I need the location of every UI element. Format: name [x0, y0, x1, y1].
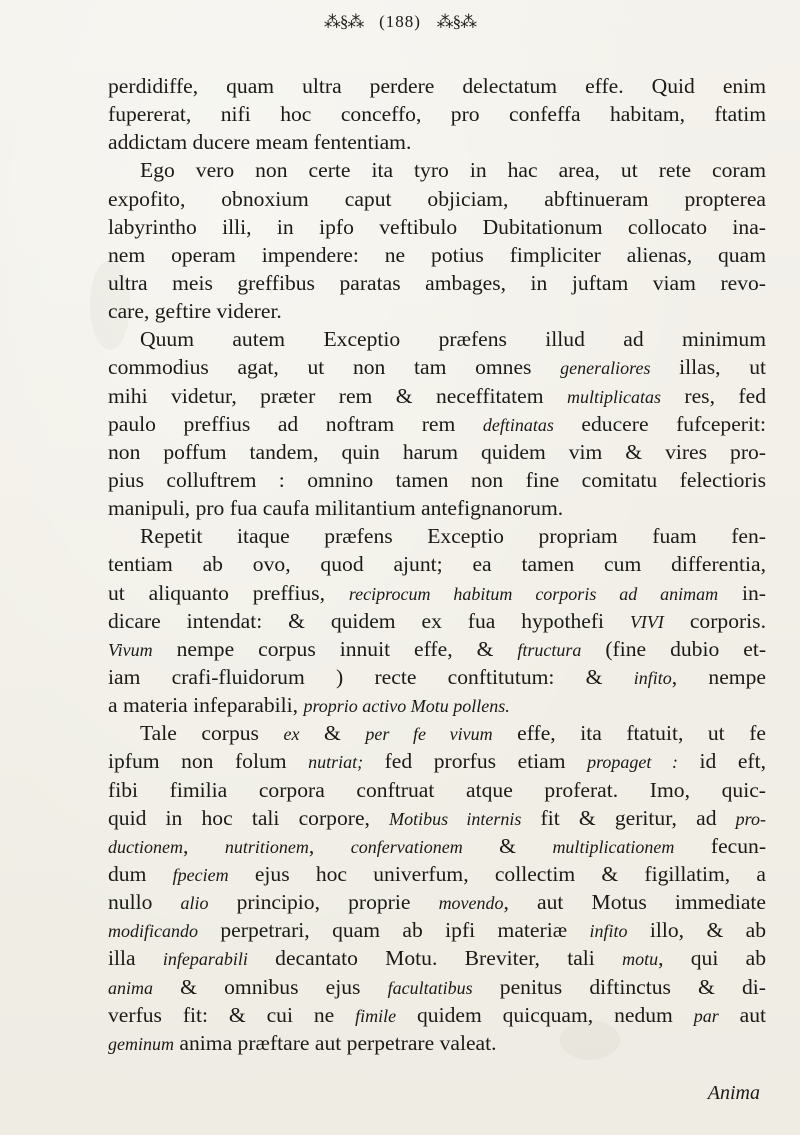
text-span: ,: [308, 833, 351, 858]
italic-span: par: [693, 1005, 719, 1026]
italic-span: Vivum: [108, 639, 153, 660]
text-line: [108, 156, 766, 184]
text-line: [108, 213, 766, 241]
text-line: [108, 860, 766, 888]
italic-span: deftinatas: [482, 414, 554, 435]
text-span: quid in hoc tali corpore,: [108, 805, 390, 830]
text-line: [108, 663, 766, 691]
text-line: [108, 185, 766, 213]
italic-span: multiplicatas: [566, 386, 661, 407]
italic-span: infito: [589, 921, 628, 942]
text-line: [108, 691, 766, 719]
text-span: illa: [108, 946, 163, 971]
text-line: [108, 494, 766, 522]
italic-span: fimile: [355, 1005, 397, 1026]
text-span: &: [462, 833, 553, 858]
text-line: [108, 1029, 766, 1057]
text-line: [108, 916, 766, 944]
italic-span: ductionem: [108, 836, 183, 857]
italic-span: multiplicationem: [552, 836, 675, 857]
text-line: [108, 410, 766, 438]
text-line: [108, 325, 766, 353]
italic-span: proprio activo Motu pollens.: [303, 696, 510, 717]
text-span: &: [299, 721, 366, 746]
text-span: manipuli, pro fua caufa militantium antefignanorum.: [108, 496, 564, 521]
text-span: fibi fimilia corpora conftruat atque proferat. Imo, quic-: [108, 777, 766, 802]
text-span: commodius agat, ut non tam omnes: [108, 355, 561, 380]
text-span: nullo: [108, 890, 181, 915]
text-line: [108, 973, 766, 1001]
text-line: [108, 100, 766, 128]
page-number: (188): [379, 11, 421, 31]
text-span: corporis.: [663, 608, 766, 633]
text-line: [108, 522, 766, 550]
text-line: [108, 747, 766, 775]
text-span: illas, ut: [650, 355, 767, 380]
text-line: [108, 832, 766, 860]
text-span: paulo preffius ad noftram rem: [108, 411, 483, 436]
text-span: addictam ducere meam fententiam.: [108, 130, 412, 155]
text-span: tentiam ab ovo, quod ajunt; ea tamen cum differentia,: [108, 552, 766, 577]
text-line: [108, 269, 766, 297]
italic-span: motu: [622, 949, 659, 970]
text-span: id eft,: [678, 749, 766, 774]
right-ornament: ⁂§⁂: [436, 11, 477, 31]
text-span: (fine dubio et-: [581, 636, 767, 661]
text-span: principio, proprie: [208, 890, 439, 915]
text-span: decantato Motu. Breviter, tali: [247, 946, 623, 971]
text-span: care, geftire viderer.: [108, 299, 282, 324]
italic-span: reciprocum habitum corporis ad animam: [348, 583, 719, 604]
catchword: Anima: [707, 1082, 760, 1104]
text-span: mihi videtur, præter rem & neceffitatem: [108, 383, 567, 408]
text-span: iam crafi-fluidorum ) recte conftitutum: &: [108, 664, 634, 689]
text-span: nempe corpus innuit effe, &: [152, 636, 518, 661]
italic-span: facultatibus: [387, 977, 473, 998]
text-span: verfus fit: & cui ne: [108, 1002, 356, 1027]
text-span: dicare intendat: & quidem ex fua hypothefi: [108, 608, 630, 633]
italic-span: Motibus internis: [389, 808, 522, 829]
text-span: , nempe: [671, 664, 766, 689]
italic-span: anima: [108, 977, 153, 998]
text-line: [108, 438, 766, 466]
text-span: fit & geritur, ad: [521, 805, 736, 830]
text-line: [108, 241, 766, 269]
italic-span: movendo: [438, 893, 504, 914]
text-span: aut: [718, 1002, 767, 1027]
text-line: [108, 1001, 766, 1029]
italic-span: ftructura: [517, 639, 582, 660]
left-ornament: ⁂§⁂: [323, 11, 364, 31]
text-line: [108, 297, 766, 325]
italic-span: confervationem: [350, 836, 463, 857]
italic-span: VIVI: [629, 611, 664, 632]
italic-span: pro-: [735, 808, 767, 829]
text-span: a materia infeparabili,: [108, 693, 304, 718]
text-span: expofito, obnoxium caput objiciam, abftinueram propterea: [108, 186, 766, 211]
text-line: [108, 776, 766, 804]
text-span: labyrintho illi, in ipfo veftibulo Dubitationum collocato ina-: [108, 214, 766, 239]
text-line: [108, 888, 766, 916]
text-span: fecun-: [674, 833, 767, 858]
text-span: anima præftare aut perpetrare valeat.: [174, 1030, 497, 1055]
text-span: Repetit itaque præfens Exceptio propriam fuam fen-: [140, 524, 766, 549]
text-line: [108, 804, 766, 832]
text-span: penitus diftinctus & di-: [472, 974, 767, 999]
text-line: [108, 466, 766, 494]
italic-span: ex: [283, 724, 300, 745]
text-span: dum: [108, 861, 173, 886]
text-line: [108, 72, 766, 100]
italic-span: propaget :: [587, 752, 678, 773]
text-span: perdidiffe, quam ultra perdere delectatum effe. Quid enim: [108, 74, 766, 98]
italic-span: infeparabili: [162, 949, 248, 970]
running-header: [0, 10, 800, 32]
text-line: [108, 550, 766, 578]
italic-span: geminum: [108, 1033, 174, 1054]
text-span: Ego vero non certe ita tyro in hac area, ut rete coram: [140, 158, 766, 183]
italic-span: nutriat;: [308, 752, 364, 773]
text-line: [108, 353, 766, 381]
text-span: nem operam impendere: ne potius fimpliciter alienas, quam: [108, 242, 766, 267]
text-line: [108, 635, 766, 663]
text-span: ut aliquanto preffius,: [108, 580, 349, 605]
text-span: ejus hoc univerfum, collectim & figillatim, a: [228, 861, 766, 886]
text-line: [108, 382, 766, 410]
text-span: effe, ita ftatuit, ut fe: [492, 721, 766, 746]
italic-span: infito: [633, 667, 672, 688]
text-span: illo, & ab: [627, 918, 766, 943]
italic-span: alio: [180, 893, 209, 914]
text-line: [108, 944, 766, 972]
italic-span: fpeciem: [172, 864, 229, 885]
text-span: pius colluftrem : omnino tamen non fine comitatu felectioris: [108, 467, 766, 492]
italic-span: per fe vivum: [365, 724, 493, 745]
text-span: quidem quicquam, nedum: [396, 1002, 694, 1027]
text-span: , aut Motus immediate: [503, 890, 766, 915]
text-span: fupererat, nifi hoc conceffo, pro confeffa habitam, ftatim: [108, 102, 766, 127]
text-line: [108, 128, 766, 156]
italic-span: nutritionem: [224, 836, 309, 857]
italic-span: generaliores: [560, 358, 651, 379]
text-span: res, fed: [660, 383, 766, 408]
text-span: non poffum tandem, quin harum quidem vim & vires pro-: [108, 439, 766, 464]
text-span: Tale corpus: [140, 721, 284, 746]
text-line: [108, 719, 766, 747]
text-line: [108, 607, 766, 635]
italic-span: modificando: [108, 921, 198, 942]
text-span: in-: [718, 580, 767, 605]
text-span: ,: [182, 833, 225, 858]
text-line: [108, 579, 766, 607]
text-span: perpetrari, quam ab ipfi materiæ: [198, 918, 590, 943]
text-span: ipfum non folum: [108, 749, 309, 774]
body-text: [108, 72, 766, 1057]
text-span: ultra meis greffibus paratas ambages, in juftam viam revo-: [108, 270, 766, 295]
text-span: , qui ab: [658, 946, 767, 971]
text-span: Quum autem Exceptio præfens illud ad minimum: [140, 327, 766, 352]
text-span: fed prorfus etiam: [363, 749, 588, 774]
text-span: & omnibus ejus: [153, 974, 388, 999]
text-span: educere fufceperit:: [553, 411, 766, 436]
